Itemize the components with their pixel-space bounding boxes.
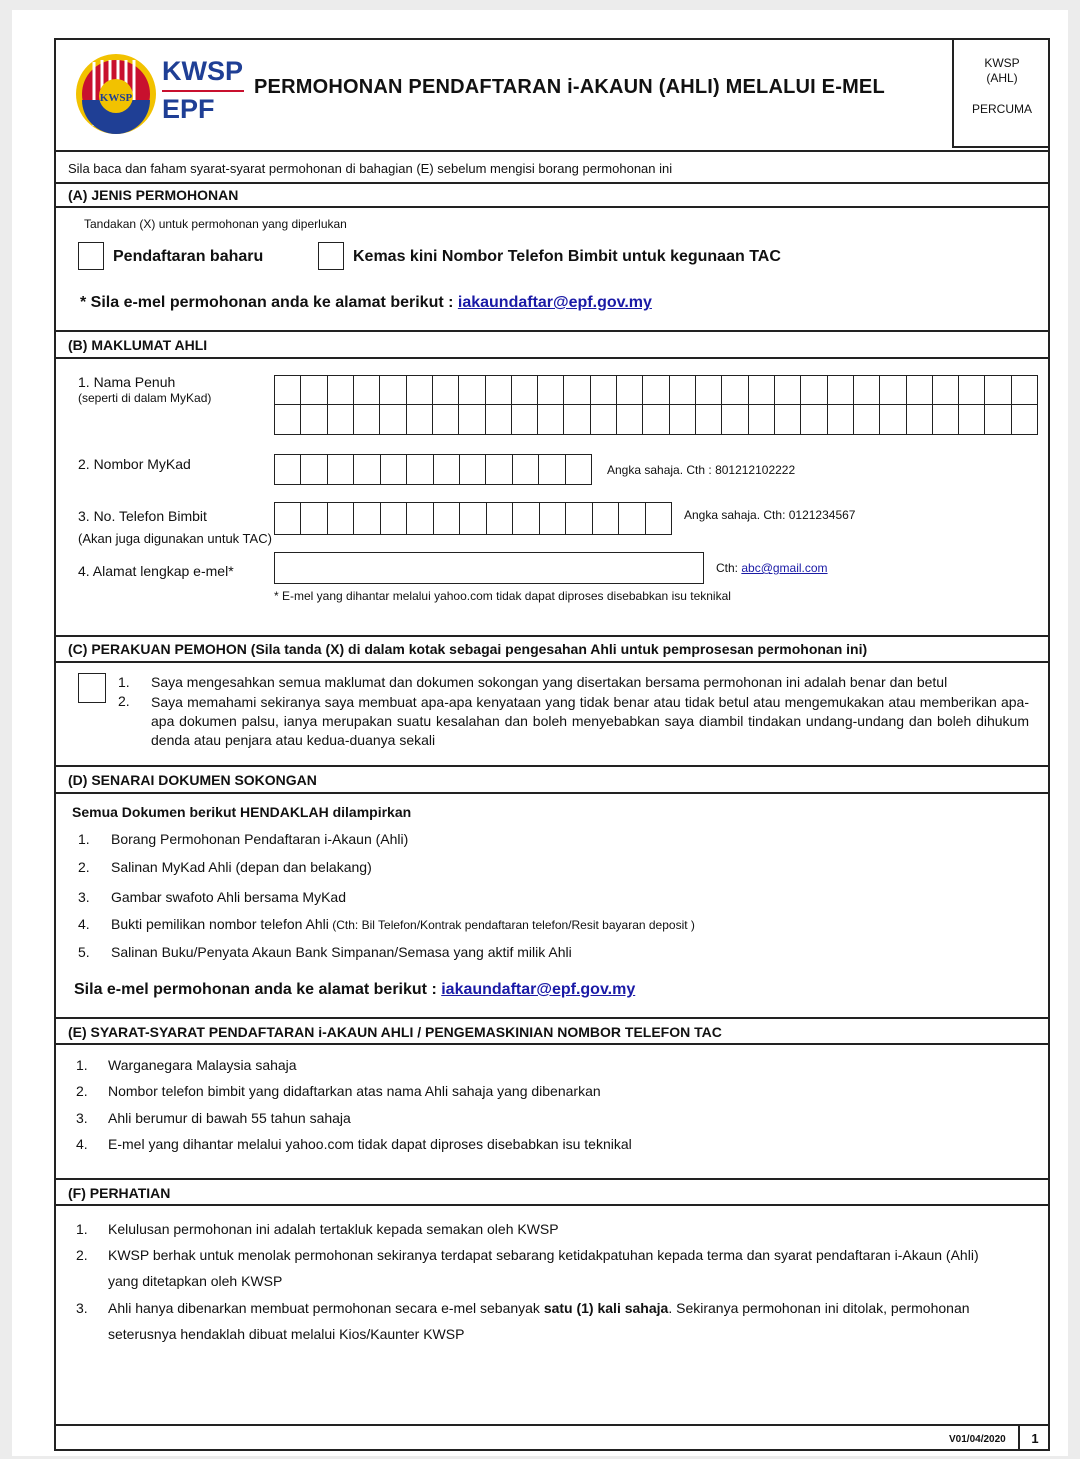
declaration-num-1: 1. <box>118 674 130 690</box>
section-f-title: (F) PERHATIAN <box>68 1185 171 1201</box>
char-cell[interactable] <box>646 503 671 534</box>
char-cell[interactable] <box>512 405 538 434</box>
char-cell[interactable] <box>959 376 985 404</box>
email-hint-prefix: Cth: <box>716 561 742 575</box>
email-note: * E-mel yang dihantar melalui yahoo.com tidak dapat diproses disebabkan isu teknikal <box>274 589 731 603</box>
char-cell[interactable] <box>880 376 906 404</box>
section-d-heading: Semua Dokumen berikut HENDAKLAH dilampirkan <box>72 804 412 820</box>
divider <box>56 1424 1048 1426</box>
email-link[interactable]: iakaundaftar@epf.gov.my <box>457 294 652 311</box>
char-cell[interactable] <box>407 405 433 434</box>
char-cell[interactable] <box>486 455 512 484</box>
char-cell[interactable] <box>487 503 513 534</box>
char-cell[interactable] <box>540 503 566 534</box>
update-phone-label: Kemas kini Nombor Telefon Bimbit untuk kegunaan TAC <box>353 248 781 265</box>
char-cell[interactable] <box>566 455 591 484</box>
char-cell[interactable] <box>354 376 380 404</box>
char-cell[interactable] <box>486 405 512 434</box>
condition-item: Warganegara Malaysia sahaja <box>108 1057 297 1073</box>
full-name-input-row-2[interactable] <box>274 404 1038 435</box>
char-cell[interactable] <box>564 376 590 404</box>
section-a-title: (A) JENIS PERMOHONAN <box>68 187 239 203</box>
notice-item-2b: yang ditetapkan oleh KWSP <box>108 1273 283 1289</box>
char-cell[interactable] <box>828 376 854 404</box>
section-c-title: (C) PERAKUAN PEMOHON (Sila tanda (X) di dalam kotak sebagai pengesahan Ahli untuk pemprosesan permohonan ini) <box>68 641 868 657</box>
notice-num: 1. <box>76 1221 88 1237</box>
char-cell[interactable] <box>301 455 327 484</box>
char-cell[interactable] <box>722 405 748 434</box>
char-cell[interactable] <box>854 376 880 404</box>
char-cell[interactable] <box>775 376 801 404</box>
char-cell[interactable] <box>538 405 564 434</box>
notice-item-3-text-end: . Sekiranya permohonan ini ditolak, permohonan <box>668 1300 970 1316</box>
full-name-input-row-1[interactable] <box>274 375 1038 405</box>
divider <box>56 330 1048 332</box>
section-a-instruction: Tandakan (X) untuk permohonan yang diperlukan <box>84 217 347 231</box>
char-cell[interactable] <box>985 405 1011 434</box>
char-cell[interactable] <box>643 405 669 434</box>
divider <box>56 206 1048 208</box>
char-cell[interactable] <box>328 455 354 484</box>
char-cell[interactable] <box>880 405 906 434</box>
divider <box>56 150 1048 152</box>
section-a-email-instruction <box>80 294 652 312</box>
char-cell[interactable] <box>749 376 775 404</box>
char-cell[interactable] <box>566 503 592 534</box>
char-cell[interactable] <box>854 405 880 434</box>
form-code-line-2: (AHL) <box>986 71 1018 85</box>
char-cell[interactable] <box>328 405 354 434</box>
divider <box>56 1043 1048 1045</box>
application-form <box>54 38 1050 1451</box>
char-cell[interactable] <box>513 455 539 484</box>
char-cell[interactable] <box>381 503 407 534</box>
declaration-checkbox[interactable] <box>78 673 106 703</box>
example-email-link[interactable]: abc@gmail.com <box>741 561 828 575</box>
declaration-item-1: Saya mengesahkan semua maklumat dan dokumen sokongan yang disertakan bersama permohonan ini adalah benar dan betul <box>151 674 948 690</box>
section-d-email-instruction <box>74 981 635 999</box>
char-cell[interactable] <box>801 376 827 404</box>
divider <box>56 1204 1048 1206</box>
notice-item-1: Kelulusan permohonan ini adalah tertakluk kepada semakan oleh KWSP <box>108 1221 559 1237</box>
form-code-line-3: PERCUMA <box>971 102 1032 116</box>
doc-num: 5. <box>78 944 90 960</box>
char-cell[interactable] <box>907 405 933 434</box>
char-cell[interactable] <box>564 405 590 434</box>
char-cell[interactable] <box>619 503 645 534</box>
divider <box>56 357 1048 359</box>
char-cell[interactable] <box>354 405 380 434</box>
notice-item-3b: seterusnya hendaklah dibuat melalui Kios/Kaunter KWSP <box>108 1326 465 1342</box>
char-cell[interactable] <box>301 376 327 404</box>
char-cell[interactable] <box>407 503 433 534</box>
logo-text-kwsp: KWSP <box>162 56 243 86</box>
email-input[interactable] <box>274 552 704 584</box>
doc-item-note: (Cth: Bil Telefon/Kontrak pendaftaran telefon/Resit bayaran deposit ) <box>328 918 695 932</box>
char-cell[interactable] <box>275 405 301 434</box>
char-cell[interactable] <box>643 376 669 404</box>
epf-logo <box>74 50 244 140</box>
char-cell[interactable] <box>354 455 380 484</box>
char-cell[interactable] <box>670 376 696 404</box>
section-d-title: (D) SENARAI DOKUMEN SOKONGAN <box>68 772 317 788</box>
notice-num: 3. <box>76 1300 88 1316</box>
phone-sublabel: (Akan juga digunakan untuk TAC) <box>78 531 272 546</box>
svg-text:KWSP: KWSP <box>99 92 133 104</box>
char-cell[interactable] <box>381 455 407 484</box>
notice-num: 2. <box>76 1247 88 1263</box>
page-number: 1 <box>1018 1426 1050 1451</box>
phone-input[interactable] <box>274 502 672 535</box>
char-cell[interactable] <box>380 405 406 434</box>
char-cell[interactable] <box>434 455 460 484</box>
logo-text-epf: EPF <box>162 94 215 124</box>
doc-num: 2. <box>78 859 90 875</box>
doc-item <box>111 916 695 932</box>
char-cell[interactable] <box>275 503 301 534</box>
email-link[interactable]: iakaundaftar@epf.gov.my <box>441 981 636 998</box>
condition-num: 1. <box>76 1057 88 1073</box>
new-registration-label: Pendaftaran baharu <box>113 248 264 265</box>
char-cell[interactable] <box>433 405 459 434</box>
char-cell[interactable] <box>328 503 354 534</box>
divider <box>56 1017 1048 1019</box>
doc-item: Salinan Buku/Penyata Akaun Bank Simpanan/Semasa yang aktif milik Ahli <box>111 944 572 960</box>
char-cell[interactable] <box>460 503 486 534</box>
page <box>12 10 1068 1456</box>
char-cell[interactable] <box>538 376 564 404</box>
notice-item-3a <box>108 1300 970 1316</box>
char-cell[interactable] <box>275 376 301 404</box>
doc-num: 4. <box>78 916 90 932</box>
char-cell[interactable] <box>459 376 485 404</box>
phone-hint: Angka sahaja. Cth: 0121234567 <box>684 508 856 522</box>
condition-num: 3. <box>76 1110 88 1126</box>
mykad-label: 2. Nombor MyKad <box>78 456 191 472</box>
char-cell[interactable] <box>433 376 459 404</box>
email-prefix: Sila e-mel permohonan anda ke alamat berikut : <box>74 981 442 998</box>
char-cell[interactable] <box>933 405 959 434</box>
char-cell[interactable] <box>275 455 301 484</box>
char-cell[interactable] <box>407 455 433 484</box>
email-label: 4. Alamat lengkap e-mel* <box>78 563 234 579</box>
declaration-num-2: 2. <box>118 693 130 709</box>
char-cell[interactable] <box>1012 376 1037 404</box>
char-cell[interactable] <box>907 376 933 404</box>
divider <box>56 182 1048 184</box>
email-hint <box>716 561 828 575</box>
char-cell[interactable] <box>722 376 748 404</box>
mykad-hint: Angka sahaja. Cth : 801212102222 <box>607 463 796 477</box>
new-registration-checkbox[interactable] <box>78 242 104 270</box>
name-label: 1. Nama Penuh <box>78 374 176 390</box>
char-cell[interactable] <box>775 405 801 434</box>
condition-item: E-mel yang dihantar melalui yahoo.com tidak dapat diproses disebabkan isu teknikal <box>108 1136 632 1152</box>
doc-item-text: Bukti pemilikan nombor telefon Ahli <box>111 916 329 932</box>
logo-divider <box>162 90 244 92</box>
char-cell[interactable] <box>696 405 722 434</box>
char-cell[interactable] <box>959 405 985 434</box>
char-cell[interactable] <box>670 405 696 434</box>
char-cell[interactable] <box>380 376 406 404</box>
char-cell[interactable] <box>354 503 380 534</box>
char-cell[interactable] <box>617 376 643 404</box>
doc-item: Salinan MyKad Ahli (depan dan belakang) <box>111 859 372 875</box>
condition-num: 4. <box>76 1136 88 1152</box>
char-cell[interactable] <box>328 376 354 404</box>
char-cell[interactable] <box>301 503 327 534</box>
char-cell[interactable] <box>1012 405 1037 434</box>
mykad-input[interactable] <box>274 454 592 485</box>
divider <box>56 661 1048 663</box>
section-e-title: (E) SYARAT-SYARAT PENDAFTARAN i-AKAUN AHLI / PENGEMASKINIAN NOMBOR TELEFON TAC <box>68 1024 722 1040</box>
char-cell[interactable] <box>801 405 827 434</box>
char-cell[interactable] <box>513 503 539 534</box>
char-cell[interactable] <box>696 376 722 404</box>
char-cell[interactable] <box>593 503 619 534</box>
char-cell[interactable] <box>985 376 1011 404</box>
notice-item-3-bold: satu (1) kali sahaja <box>543 1300 669 1316</box>
version-label: V01/04/2020 <box>949 1434 1006 1445</box>
char-cell[interactable] <box>828 405 854 434</box>
phone-label: 3. No. Telefon Bimbit <box>78 508 207 524</box>
form-code-line-1: KWSP <box>984 56 1020 70</box>
epf-emblem-icon <box>74 52 158 136</box>
notice-item-3-text: Ahli hanya dibenarkan membuat permohonan secara e-mel sebanyak <box>108 1300 544 1316</box>
char-cell[interactable] <box>933 376 959 404</box>
divider <box>56 792 1048 794</box>
char-cell[interactable] <box>749 405 775 434</box>
divider <box>56 635 1048 637</box>
doc-item: Borang Permohonan Pendaftaran i-Akaun (Ahli) <box>111 831 409 847</box>
declaration-item-2: Saya memahami sekiranya saya membuat apa-apa kenyataan yang tidak benar atau tidak betul atau mengemukakan atau memberikan apa-apa dokumen palsu, ianya merupakan suatu kesalahan dan boleh menyebabkan saya diambil tindakan undang-undang dan boleh dihukum denda atau penjara atau kedua-duanya sekali <box>151 694 1029 748</box>
doc-num: 3. <box>78 889 90 905</box>
char-cell[interactable] <box>434 503 460 534</box>
char-cell[interactable] <box>486 376 512 404</box>
char-cell[interactable] <box>460 455 486 484</box>
form-code-box <box>952 40 1050 148</box>
notice-item-2a: KWSP berhak untuk menolak permohonan sekiranya terdapat sebarang ketidakpatuhan kepada terma dan syarat pendaftaran i-Akaun (Ahli) <box>108 1247 979 1263</box>
email-prefix: * Sila e-mel permohonan anda ke alamat berikut : <box>80 294 458 311</box>
char-cell[interactable] <box>301 405 327 434</box>
intro-text: Sila baca dan faham syarat-syarat permohonan di bahagian (E) sebelum mengisi borang permohonan ini <box>68 161 673 176</box>
char-cell[interactable] <box>459 405 485 434</box>
condition-item: Nombor telefon bimbit yang didaftarkan atas nama Ahli sahaja yang dibenarkan <box>108 1083 601 1099</box>
char-cell[interactable] <box>539 455 565 484</box>
doc-item: Gambar swafoto Ahli bersama MyKad <box>111 889 346 905</box>
char-cell[interactable] <box>591 376 617 404</box>
page-title: PERMOHONAN PENDAFTARAN i-AKAUN (AHLI) MELALUI E-MEL <box>254 76 885 98</box>
char-cell[interactable] <box>617 405 643 434</box>
doc-num: 1. <box>78 831 90 847</box>
divider <box>56 1178 1048 1180</box>
divider <box>56 765 1048 767</box>
condition-num: 2. <box>76 1083 88 1099</box>
update-phone-checkbox[interactable] <box>318 242 344 270</box>
section-b-title: (B) MAKLUMAT AHLI <box>68 337 208 353</box>
char-cell[interactable] <box>591 405 617 434</box>
name-sublabel: (seperti di dalam MyKad) <box>78 391 212 405</box>
condition-item: Ahli berumur di bawah 55 tahun sahaja <box>108 1110 351 1126</box>
char-cell[interactable] <box>407 376 433 404</box>
char-cell[interactable] <box>512 376 538 404</box>
